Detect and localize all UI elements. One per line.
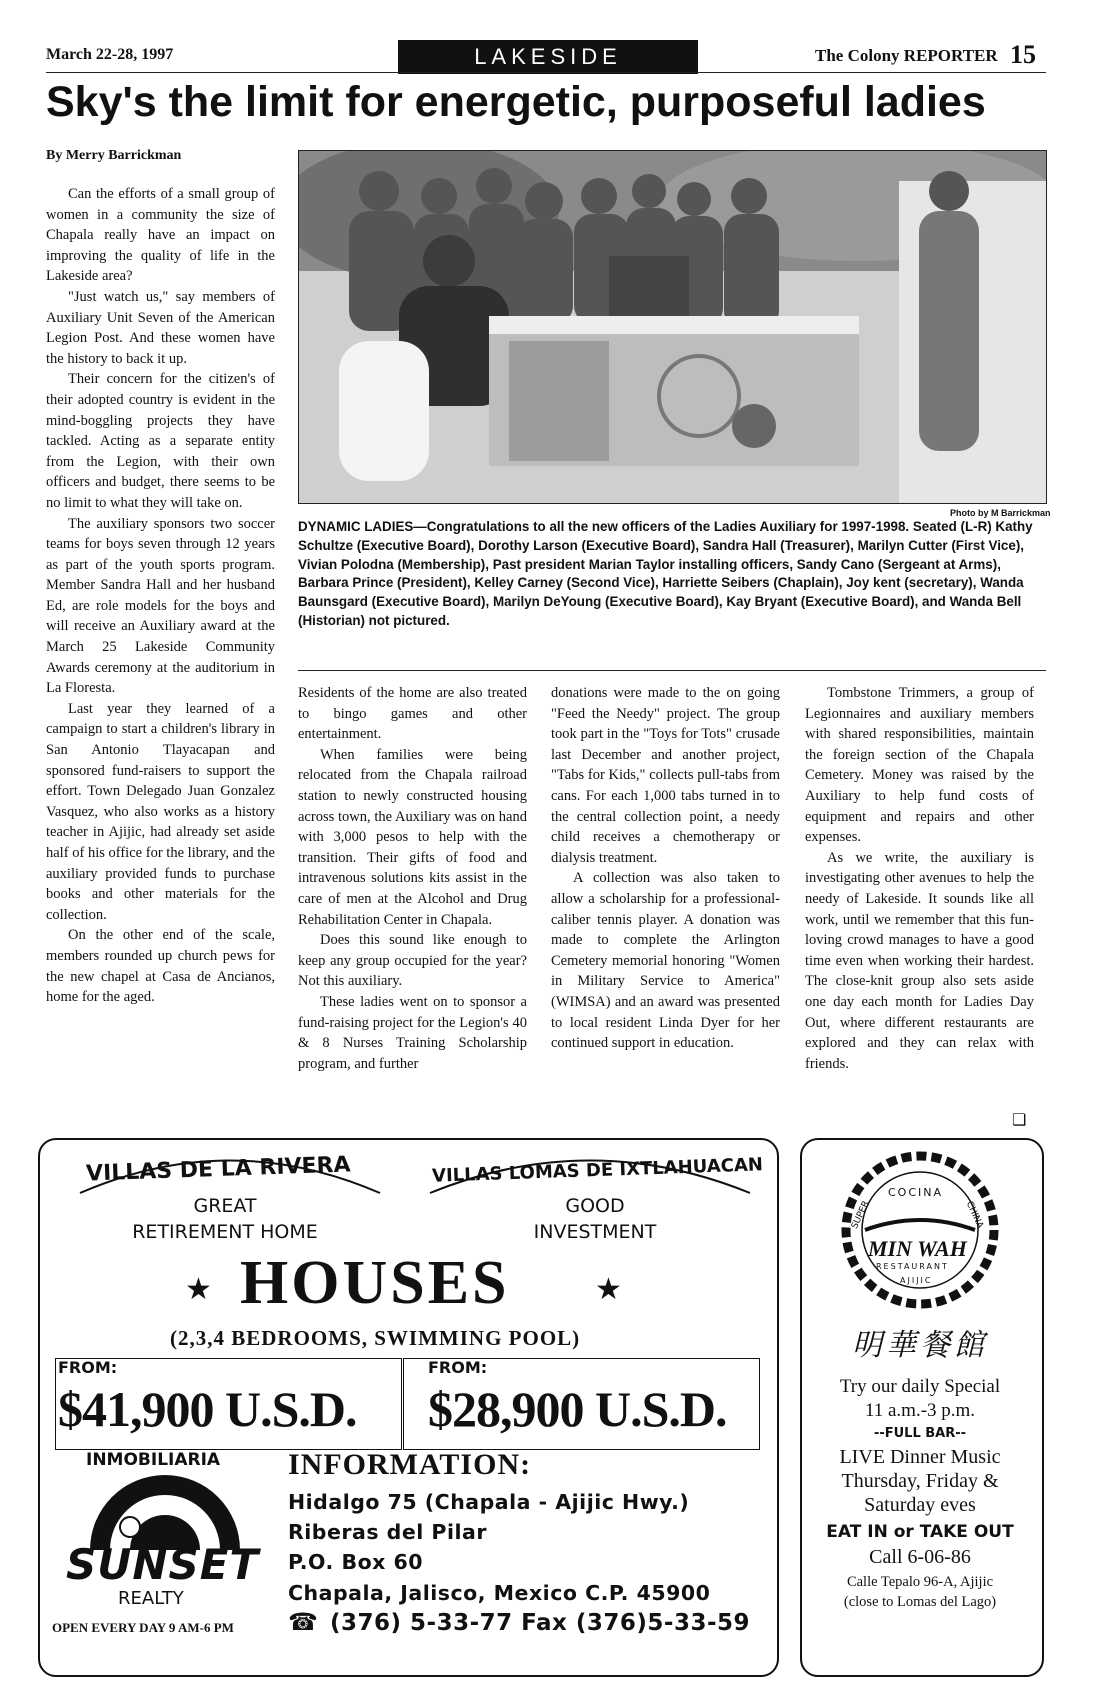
paragraph: The auxiliary sponsors two soccer teams for boys seven through 12 years as part of the youth sports program. Member Sandra Hall and her husband Ed, are role models for the boys and will receive an Auxiliary award at the March 25 Lakeside Community Awards ceremony at the auditorium in La Floresta. xyxy=(46,515,275,697)
restaurant-line: EAT IN or TAKE OUT xyxy=(826,1522,1014,1542)
headline: Sky's the limit for energetic, purposeful ladies xyxy=(46,78,986,126)
info-title: INFORMATION: xyxy=(288,1448,532,1481)
restaurant-line: LIVE Dinner Music xyxy=(839,1446,1001,1468)
agency-hours: OPEN EVERY DAY 9 AM-6 PM xyxy=(52,1620,234,1635)
min-wah-logo-icon xyxy=(820,1150,1020,1310)
villas-rivera-name: VILLAS DE LA RIVERA xyxy=(85,1152,351,1187)
paragraph: donations were made to the on going "Feed the Needy" project. The group took part in the "Toys for Tots" crusade last December and another project, "Tabs for Kids," collects pull-tabs from cans. For each 1,000 tabs turned in to the central collection point, a needy child receives a chemotherapy or dialysis treatment. xyxy=(551,685,780,866)
logo-sub2: AJIJIC xyxy=(900,1276,933,1285)
phone-number: (376) 5-33-77 Fax (376)5-33-59 xyxy=(330,1610,751,1636)
info-line: Chapala, Jalisco, Mexico C.P. 45900 xyxy=(288,1581,711,1605)
paragraph: Residents of the home are also treated to bingo games and other entertainment. xyxy=(298,685,527,743)
agency-top: INMOBILIARIA xyxy=(86,1450,221,1470)
paragraph: On the other end of the scale, members rounded up church pews for the new chapel at Casa de Ancianos, home for the aged. xyxy=(46,927,275,1006)
info-line: P.O. Box 60 xyxy=(288,1550,424,1574)
logo-name: MIN WAH xyxy=(868,1236,967,1261)
byline: By Merry Barrickman xyxy=(46,148,182,163)
paragraph: Their concern for the citizen's of their adopted country is evident in the mind-boggling projects they have tackled. Acting as a separate entity from the Legion, with their own officers and budget, there seems to be no limit to what they will take on. xyxy=(46,371,275,511)
end-mark-icon: ❏ xyxy=(1012,1112,1027,1129)
restaurant-line: Saturday eves xyxy=(864,1494,976,1516)
price-right: $28,900 U.S.D. xyxy=(428,1381,727,1437)
photo-caption: DYNAMIC LADIES—Congratulations to all the new officers of the Ladies Auxiliary for 1997-1998. Seated (L-R) Kathy Schultze (Executive Board), Dorothy Larson (Executive Board), Sandra Hall (Treasurer), Marilyn Cutter (First Vice), Vivian Polodna (Membership), Past president Marian Taylor installing officers, Sandy Cano (Sergeant at Arms), Barbara Prince (President), Kelley Carney (Second Vice), Harriette Seibers (Chaplain), Joy kent (secretary), Wanda Baunsgard (Executive Board), Marilyn DeYoung (Executive Board), Kay Bryant (Executive Board), and Wanda Bell (Historian) not pictured. xyxy=(298,519,1033,628)
logo-sub1: RESTAURANT xyxy=(876,1262,949,1271)
restaurant-line: Try our daily Special xyxy=(839,1376,1001,1397)
restaurant-line: --FULL BAR-- xyxy=(873,1426,967,1441)
paragraph: As we write, the auxiliary is investigating other avenues to help the needy of Lakeside. It sounds like all work, until we remember that this fun-loving crowd manages to have a good time even when working their hardest. The close-knit group also sets aside one day each month for Ladies Day Out, where different restaurants are explored and they can relax with friends. xyxy=(805,849,1034,1072)
issue-date: March 22-28, 1997 xyxy=(46,46,174,63)
from-label-right: FROM: xyxy=(428,1358,488,1377)
restaurant-line: 11 a.m.-3 p.m. xyxy=(864,1400,976,1421)
villas-rivera-tag2: RETIREMENT HOME xyxy=(132,1221,318,1243)
article-column-3 xyxy=(551,683,780,1054)
page-number: 15 xyxy=(1010,40,1036,69)
restaurant-phone: Call 6-06-86 xyxy=(869,1546,971,1568)
chinese-name: 明華餐館 xyxy=(852,1328,988,1363)
price-left: $41,900 U.S.D. xyxy=(58,1381,357,1437)
article-column-4 xyxy=(805,683,1034,1074)
star-icon: ★ xyxy=(185,1273,212,1306)
villas-lomas-tag2: INVESTMENT xyxy=(533,1221,657,1243)
paragraph: A collection was also taken to allow a scholarship for a professional-caliber tennis player. A donation was made to complete the Arlington Cemetery memorial honoring "Women in Military Service to America" (WIMSA) and an award was presented to local resident Linda Dyer for her continued support in education. xyxy=(551,870,780,1052)
caption-rule xyxy=(298,670,1046,671)
photo-credit: Photo by M Barrickman xyxy=(950,508,1051,518)
article-column-2 xyxy=(298,683,527,1074)
paragraph: Tombstone Trimmers, a group of Legionnaires and auxiliary members with shared responsibilities, maintain the foreign section of the Chapala Cemetery. Money was raised by the Auxiliary to help fund costs of equipment and repairs and other expenses. xyxy=(805,685,1034,846)
agency-logo: SUNSET xyxy=(66,1540,260,1589)
restaurant-address-note: (close to Lomas del Lago) xyxy=(843,1594,997,1610)
header-rule xyxy=(46,72,1046,73)
villas-rivera-tag1: GREAT xyxy=(193,1195,257,1217)
phone-icon: ☎ xyxy=(288,1610,318,1636)
logo-left: SUPER xyxy=(850,1199,872,1231)
logo-arc-top: COCINA xyxy=(888,1186,944,1199)
houses-subtitle: (2,3,4 BEDROOMS, SWIMMING POOL) xyxy=(170,1326,581,1350)
group-photo-illustration xyxy=(299,151,1046,503)
info-line: Riberas del Pilar xyxy=(288,1520,487,1544)
restaurant-address: Calle Tepalo 96-A, Ajijic xyxy=(846,1574,994,1590)
paragraph: Does this sound like enough to keep any group occupied for the year? Not this auxiliary. xyxy=(298,932,527,990)
paragraph: Can the efforts of a small group of women in a community the size of Chapala really have an impact on improving the quality of life in the Lakeside area? xyxy=(46,186,275,285)
info-line: Hidalgo 75 (Chapala - Ajijic Hwy.) xyxy=(288,1490,690,1514)
houses-headline: HOUSES xyxy=(240,1249,510,1317)
paragraph: "Just watch us," say members of Auxiliary Unit Seven of the American Legion Post. And these women have the history to back it up. xyxy=(46,288,275,367)
restaurant-line: Thursday, Friday & xyxy=(841,1470,999,1492)
paragraph: These ladies went on to sponsor a fund-raising project for the Legion's 40 & 8 Nurses Training Scholarship program, and further xyxy=(298,993,527,1072)
article-column-1 xyxy=(46,184,275,1008)
newspaper-name: The Colony REPORTER xyxy=(815,46,998,65)
from-label-left: FROM: xyxy=(58,1358,118,1377)
paragraph: When families were being relocated from the Chapala railroad station to newly constructed housing across town, the Auxiliary was on hand with 3,000 pesos to help with the transition. Their gifts of food and intravenous solutions kits assist in the care of men at the Alcohol and Drug Rehabilitation Center in Chapala. xyxy=(298,746,527,928)
logo-right: CHINA xyxy=(963,1199,985,1231)
agency-bottom: REALTY xyxy=(118,1588,184,1609)
paragraph: Last year they learned of a campaign to start a children's library in San Antonio Tlayacapan and sponsored fund-raisers to support the effort. Town Delegado Juan Gonzalez Vasquez, who also works as a history teacher in Ajijic, had already set aside half of his office for the library, and the auxiliary provided funds to purchase books and other materials for the collection. xyxy=(46,700,275,923)
star-icon: ★ xyxy=(595,1273,622,1306)
section-banner: LAKESIDE xyxy=(398,40,698,74)
photo-ladies-auxiliary xyxy=(298,150,1047,504)
villas-lomas-tag1: GOOD xyxy=(565,1195,625,1217)
villas-lomas-name: VILLAS LOMAS DE IXTLAHUACAN xyxy=(431,1154,764,1187)
